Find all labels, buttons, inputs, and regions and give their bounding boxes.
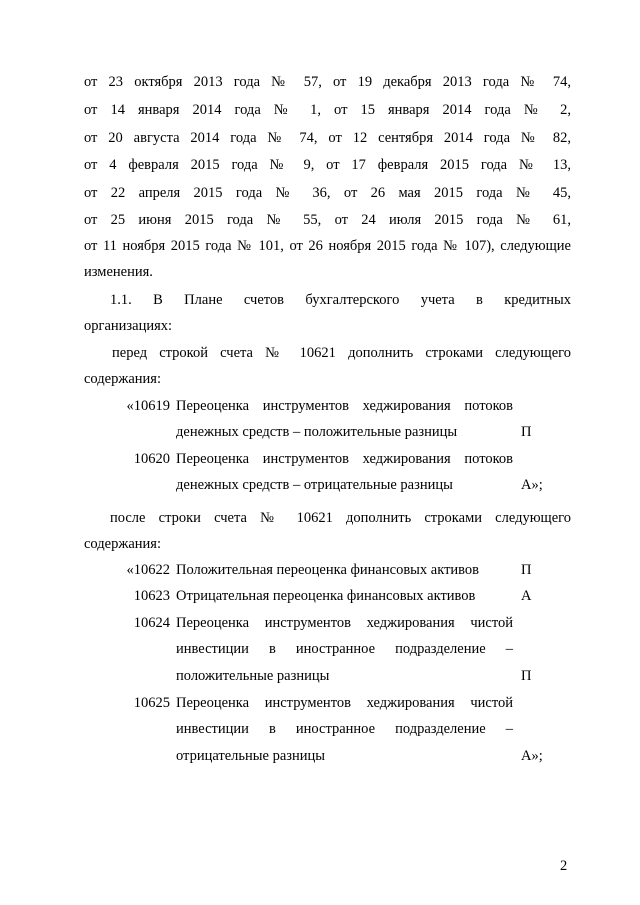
account-description: денежных средств – отрицательные разницы (176, 477, 453, 493)
account-type: А»; (521, 477, 543, 493)
intro-line: от 4 февраля 2015 года № 9, от 17 февраля 2015 года № 13, (84, 157, 571, 173)
page-number: 2 (560, 858, 568, 874)
account-code: «10622 (126, 562, 170, 578)
account-type: П (521, 424, 532, 440)
clause-heading-cont: организациях: (84, 318, 173, 334)
before-instruction: перед строкой счета № 10621 дополнить строками следующего (112, 345, 571, 361)
account-description: денежных средств – положительные разницы (176, 424, 458, 440)
account-description: отрицательные разницы (176, 748, 326, 764)
account-type: А»; (521, 748, 543, 764)
account-description: Переоценка инструментов хеджирования чистой (176, 615, 513, 631)
account-type: П (521, 562, 532, 578)
account-description: Переоценка инструментов хеджирования потоков (176, 398, 513, 414)
account-type: А (521, 588, 532, 604)
intro-line: от 14 января 2014 года № 1, от 15 января 2014 года № 2, (84, 102, 571, 118)
intro-line: от 23 октября 2013 года № 57, от 19 декабря 2013 года № 74, (84, 74, 571, 90)
account-description: Отрицательная переоценка финансовых активов (176, 588, 476, 604)
intro-line: от 20 августа 2014 года № 74, от 12 сентября 2014 года № 82, (84, 130, 571, 146)
account-code: «10619 (126, 398, 170, 414)
account-description: Переоценка инструментов хеджирования чистой (176, 695, 513, 711)
account-code: 10624 (133, 615, 170, 631)
before-instruction-cont: содержания: (84, 371, 162, 387)
intro-line: от 25 июня 2015 года № 55, от 24 июля 2015 года № 61, (84, 212, 571, 228)
clause-heading: 1.1. В Плане счетов бухгалтерского учета в кредитных (110, 292, 571, 308)
after-instruction: после строки счета № 10621 дополнить строками следующего (110, 510, 571, 526)
account-description: инвестиции в иностранное подразделение – (176, 641, 513, 657)
account-description: Положительная переоценка финансовых активов (176, 562, 480, 578)
account-code: 10623 (133, 588, 170, 604)
intro-line: от 22 апреля 2015 года № 36, от 26 мая 2015 года № 45, (84, 185, 571, 201)
account-type: П (521, 668, 532, 684)
after-instruction-cont: содержания: (84, 536, 162, 552)
account-code: 10625 (133, 695, 170, 711)
account-code: 10620 (133, 451, 170, 467)
intro-line: изменения. (84, 264, 153, 280)
account-description: Переоценка инструментов хеджирования потоков (176, 451, 513, 467)
account-description: положительные разницы (176, 668, 330, 684)
account-description: инвестиции в иностранное подразделение – (176, 721, 513, 737)
intro-line: от 11 ноября 2015 года № 101, от 26 ноября 2015 года № 107), следующие (84, 238, 571, 254)
